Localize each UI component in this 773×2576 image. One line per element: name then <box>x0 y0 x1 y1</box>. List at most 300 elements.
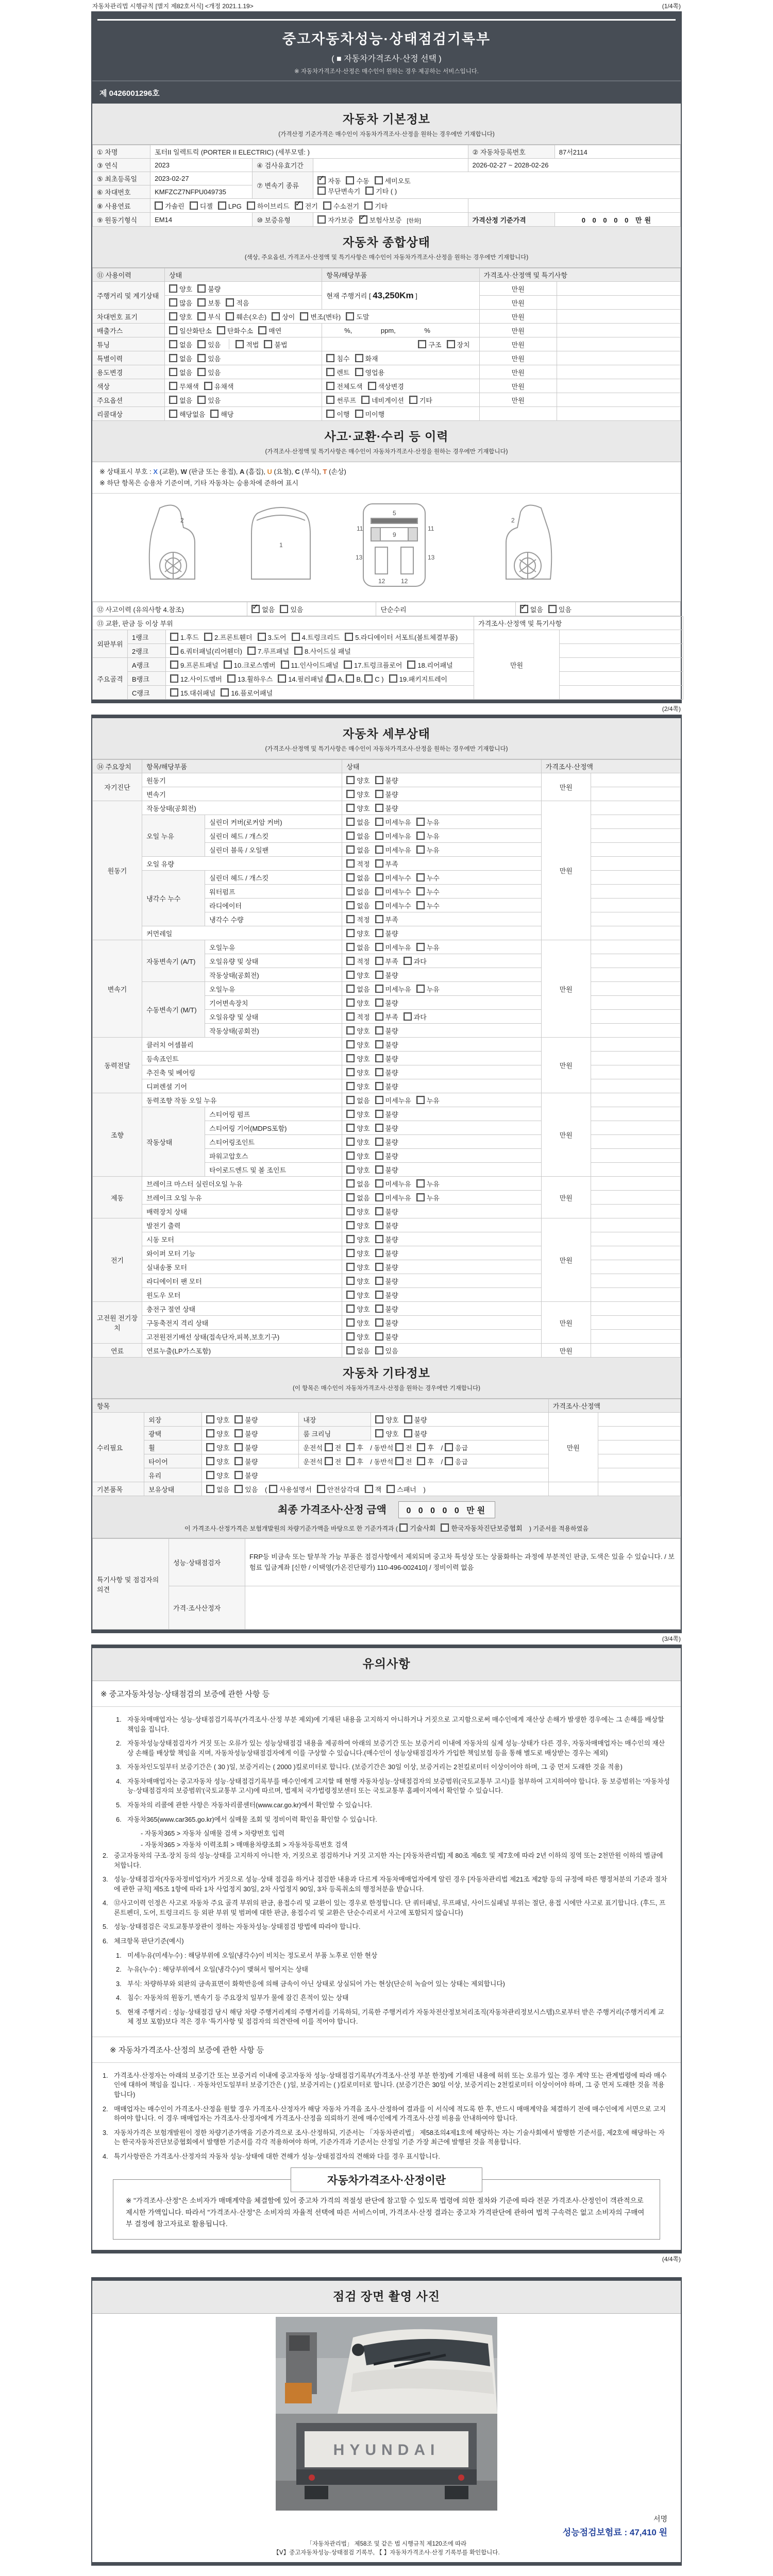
checkbox-unchecked[interactable] <box>234 1457 243 1465</box>
checkbox-unchecked[interactable] <box>365 1485 373 1493</box>
checkbox-unchecked[interactable] <box>346 804 355 812</box>
checkbox-unchecked[interactable] <box>417 1443 425 1451</box>
checkbox-unchecked[interactable] <box>326 396 334 404</box>
checkbox-unchecked[interactable] <box>375 859 383 868</box>
checkbox-unchecked[interactable] <box>224 660 232 669</box>
checkbox-unchecked[interactable] <box>404 1429 412 1437</box>
notice-item-text: 자동차365(www.car365.go.kr)에서 실매물 조회 및 정비이력 확인을 확인할 수 있습니다. <box>127 1815 377 1823</box>
option <box>234 1456 258 1466</box>
part-label: 실내송풍 모터 <box>142 1260 342 1274</box>
svg-text:5: 5 <box>393 510 396 517</box>
checkbox-unchecked[interactable] <box>346 818 355 826</box>
checkbox-unchecked[interactable] <box>234 1443 243 1451</box>
checkbox-unchecked[interactable] <box>375 998 383 1007</box>
checkbox-unchecked[interactable] <box>407 660 415 669</box>
wheel-label: 휠 <box>144 1440 202 1454</box>
checkbox-unchecked[interactable] <box>155 201 163 210</box>
checkbox-unchecked[interactable] <box>169 284 177 293</box>
checkbox-unchecked[interactable] <box>197 368 206 376</box>
checkbox-unchecked[interactable] <box>375 1193 383 1201</box>
remark-cell <box>591 1149 680 1163</box>
checkbox-unchecked[interactable] <box>375 1304 383 1313</box>
checkbox-unchecked[interactable] <box>234 1485 243 1493</box>
option <box>197 353 221 363</box>
checkbox-unchecked[interactable] <box>169 396 177 404</box>
checkbox-unchecked[interactable] <box>226 312 234 320</box>
device-group-label: 원동기 <box>93 801 142 940</box>
checkbox-unchecked[interactable] <box>416 832 425 840</box>
checkbox-unchecked[interactable] <box>272 312 280 320</box>
checkbox-unchecked[interactable] <box>326 410 334 418</box>
checkbox-unchecked[interactable] <box>375 1346 383 1354</box>
checkbox-unchecked[interactable] <box>375 1151 383 1160</box>
checkbox-unchecked[interactable] <box>317 215 326 224</box>
checkbox-unchecked[interactable] <box>375 971 383 979</box>
notice-item-text: 성능·상태점검은 국토교통부장관이 정하는 자동차성능·상태점검 방법에 따라야 합니다. <box>114 1923 361 1931</box>
checkbox-unchecked[interactable] <box>375 1096 383 1104</box>
checkbox-unchecked[interactable] <box>375 1082 383 1090</box>
checkbox-label: 누수 <box>426 874 440 883</box>
checkbox-unchecked[interactable] <box>346 1332 355 1341</box>
checkbox-checked[interactable] <box>359 215 367 224</box>
checkbox-unchecked[interactable] <box>197 396 206 404</box>
checkbox-unchecked[interactable] <box>346 1318 355 1327</box>
checkbox-unchecked[interactable] <box>346 1179 355 1188</box>
option <box>375 956 398 966</box>
option <box>375 914 398 924</box>
checkbox-unchecked[interactable] <box>325 1443 333 1451</box>
checkbox-unchecked[interactable] <box>323 201 331 210</box>
checkbox-unchecked[interactable] <box>375 1179 383 1188</box>
checkbox-unchecked[interactable] <box>326 368 334 376</box>
checkbox-unchecked[interactable] <box>170 674 178 683</box>
checkbox-unchecked[interactable] <box>389 674 397 683</box>
accident-history-options <box>247 602 376 616</box>
checkbox-unchecked[interactable] <box>345 633 353 641</box>
checkbox-unchecked[interactable] <box>416 1193 425 1201</box>
checkbox-checked[interactable] <box>295 201 303 210</box>
state-code-label: (교환), <box>159 468 181 476</box>
checkbox-unchecked[interactable] <box>346 1263 355 1271</box>
checkbox-unchecked[interactable] <box>375 915 383 923</box>
checkbox-unchecked[interactable] <box>375 985 383 993</box>
checkbox-unchecked[interactable] <box>344 660 352 669</box>
checkbox-unchecked[interactable] <box>375 1068 383 1076</box>
overall-subtitle: (색상, 주요옵션, 가격조사·산정액 및 특기사항은 매수인이 자동차가격조사·산정을 원하는 경우에만 기재합니다) <box>244 255 529 261</box>
remark-cell <box>591 1246 680 1260</box>
checkbox-unchecked[interactable] <box>375 1138 383 1146</box>
checkbox-unchecked[interactable] <box>169 368 177 376</box>
checkbox-unchecked[interactable] <box>346 1012 355 1021</box>
notice-item-number: 1. <box>116 1951 122 1959</box>
checkbox-checked[interactable] <box>317 176 326 184</box>
checkbox-unchecked[interactable] <box>197 298 206 307</box>
checkbox-label: 양호 <box>385 1416 399 1425</box>
notice-item-number: 4. <box>103 1899 108 1907</box>
checkbox-unchecked[interactable] <box>346 1040 355 1048</box>
checkbox-unchecked[interactable] <box>375 1318 383 1327</box>
checkbox-unchecked[interactable] <box>326 354 334 362</box>
checkbox-unchecked[interactable] <box>447 340 455 348</box>
checkbox-unchecked[interactable] <box>278 674 286 683</box>
checkbox-unchecked[interactable] <box>416 1179 425 1188</box>
checkbox-unchecked[interactable] <box>375 957 383 965</box>
checkbox-unchecked[interactable] <box>346 1304 355 1313</box>
notice-item-number: 3. <box>116 1763 122 1771</box>
checkbox-unchecked[interactable] <box>346 832 355 840</box>
checkbox-unchecked[interactable] <box>346 1193 355 1201</box>
checkbox-unchecked[interactable] <box>325 1457 333 1465</box>
checkbox-unchecked[interactable] <box>169 326 177 334</box>
checkbox-unchecked[interactable] <box>375 1277 383 1285</box>
checkbox-unchecked[interactable] <box>441 1523 449 1532</box>
checkbox-unchecked[interactable] <box>346 1277 355 1285</box>
checkbox-label: 한국자동차진단보증협회 <box>451 1524 523 1533</box>
checkbox-unchecked[interactable] <box>416 943 425 951</box>
checkbox-unchecked[interactable] <box>346 901 355 909</box>
checkbox-unchecked[interactable] <box>346 1443 355 1451</box>
checkbox-unchecked[interactable] <box>375 1235 383 1243</box>
remark-cell <box>591 1344 680 1358</box>
checkbox-label: 없음 <box>357 902 370 910</box>
checkbox-unchecked[interactable] <box>221 688 229 697</box>
checkbox-unchecked[interactable] <box>375 776 383 784</box>
checkbox-unchecked[interactable] <box>327 674 335 683</box>
checkbox-unchecked[interactable] <box>375 1249 383 1257</box>
option <box>346 1053 369 1063</box>
option <box>445 1456 468 1466</box>
checkbox-unchecked[interactable] <box>346 1124 355 1132</box>
checkbox-unchecked[interactable] <box>326 382 334 390</box>
checkbox-unchecked[interactable] <box>247 647 256 655</box>
notice-item-text: 자동차매매업자는 중고자동차 성능·상태점검기록부를 매수인에게 고지할 때 현행 자동차성능·상태점검자의 보증범위(국토교통부 고시)를 첨부하여 고지하여야 합니다. 동 보증범위는 '자동차성능·상태점검자의 보증범위'(국토교통부 고시)에 따르며, 법제처 국가법령정보센터 또는 국토교통부 홈페이지에서 확인할 수 있습니다. <box>127 1777 670 1795</box>
checkbox-unchecked[interactable] <box>409 396 417 404</box>
option <box>365 185 397 196</box>
checkbox-unchecked[interactable] <box>317 1485 325 1493</box>
checkbox-unchecked[interactable] <box>365 187 374 195</box>
notice-item <box>129 1840 670 1850</box>
checkbox-unchecked[interactable] <box>375 1012 383 1021</box>
state-code-T: T <box>323 468 329 476</box>
checkbox-unchecked[interactable] <box>190 201 198 210</box>
checkbox-unchecked[interactable] <box>416 818 425 826</box>
checkbox-unchecked[interactable] <box>399 1523 408 1532</box>
checkbox-unchecked[interactable] <box>346 176 354 184</box>
checkbox-unchecked[interactable] <box>346 998 355 1007</box>
part-label: 추진축 및 베어링 <box>142 1065 342 1079</box>
checkbox-unchecked[interactable] <box>375 1054 383 1062</box>
option <box>190 200 213 211</box>
checkbox-unchecked[interactable] <box>346 929 355 937</box>
checkbox-unchecked[interactable] <box>346 1249 355 1257</box>
form-reference: 자동차관리법 시행규칙 [별지 제82호서식] <개정 2021.1.19> <box>92 3 254 10</box>
checkbox-unchecked[interactable] <box>346 845 355 854</box>
checkbox-unchecked[interactable] <box>404 1012 412 1021</box>
option <box>417 1442 434 1452</box>
checkbox-unchecked[interactable] <box>169 312 177 320</box>
svg-text:2: 2 <box>180 517 184 524</box>
remark-cell <box>557 296 680 310</box>
checkbox-unchecked[interactable] <box>416 1096 425 1104</box>
checkbox-unchecked[interactable] <box>170 660 178 669</box>
vin-label: ⑥ 차대번호 <box>93 185 150 199</box>
option <box>169 283 192 294</box>
checkbox-label: 불량 <box>414 1430 427 1438</box>
checkbox-unchecked[interactable] <box>346 1346 355 1354</box>
checkbox-unchecked[interactable] <box>258 326 266 334</box>
checkbox-unchecked[interactable] <box>234 1471 243 1479</box>
checkbox-unchecked[interactable] <box>292 633 300 641</box>
checkbox-unchecked[interactable] <box>346 312 354 320</box>
option <box>375 1067 398 1077</box>
checkbox-unchecked[interactable] <box>346 915 355 923</box>
checkbox-unchecked[interactable] <box>361 396 369 404</box>
checkbox-unchecked[interactable] <box>206 1471 214 1479</box>
part-label: 라디에이터 <box>205 899 342 912</box>
checkbox-unchecked[interactable] <box>445 1457 453 1465</box>
option <box>234 1428 258 1438</box>
checkbox-unchecked[interactable] <box>355 368 363 376</box>
checkbox-unchecked[interactable] <box>346 1054 355 1062</box>
checkbox-label: 없음 <box>179 341 193 349</box>
checkbox-unchecked[interactable] <box>375 1429 383 1437</box>
checkbox-unchecked[interactable] <box>218 201 226 210</box>
option <box>247 200 290 211</box>
checkbox-unchecked[interactable] <box>346 957 355 965</box>
checkbox-unchecked[interactable] <box>375 1124 383 1132</box>
svg-text:11: 11 <box>428 525 434 533</box>
panel-group-label: 외판부위 <box>93 630 128 658</box>
state-options <box>342 1052 541 1065</box>
checkbox-unchecked[interactable] <box>346 1235 355 1243</box>
checkbox-unchecked[interactable] <box>197 354 206 362</box>
price-cell: 만원 <box>541 1093 591 1177</box>
notice-item-text: ⑫사고이력 인정은 사고로 자동차 주요 골격 부위의 판금, 용접수리 및 교환이 있는 경우로 한정합니다. 단 쿼터패널, 루프패널, 사이드실패널 부위는 절단, 용접 시에만 사고로 표기합니다. (후드, 프론트펜더, 도어, 트렁크리드 등 외판 부위 및 범퍼에 대한 판금, 용접수리 및 교환은 단순수리로서 사고에 포함되지 않습니다) <box>114 1899 666 1917</box>
checkbox-unchecked[interactable] <box>169 298 177 307</box>
checkbox-unchecked[interactable] <box>346 1151 355 1160</box>
checkbox-unchecked[interactable] <box>206 1457 214 1465</box>
state-options <box>342 857 541 871</box>
checkbox-unchecked[interactable] <box>269 1485 277 1493</box>
checkbox-unchecked[interactable] <box>234 1429 243 1437</box>
checkbox-unchecked[interactable] <box>346 674 354 683</box>
remark-cell <box>591 1205 680 1218</box>
checkbox-unchecked[interactable] <box>346 1138 355 1146</box>
checkbox-unchecked[interactable] <box>227 674 236 683</box>
rear-bed-photo <box>276 2414 497 2511</box>
mileage-label: 주행거리 및 계기상태 <box>93 282 165 310</box>
checkbox-unchecked[interactable] <box>204 382 212 390</box>
mileage-prefix: 현재 주행거리 [ <box>326 292 371 300</box>
model-year-label: ③ 연식 <box>93 159 150 172</box>
checkbox-unchecked[interactable] <box>416 873 425 882</box>
checkbox-unchecked[interactable] <box>375 818 383 826</box>
checkbox-unchecked[interactable] <box>346 776 355 784</box>
checkbox-unchecked[interactable] <box>364 674 373 683</box>
checkbox-unchecked[interactable] <box>416 985 425 993</box>
checkbox-unchecked[interactable] <box>280 605 288 613</box>
part-label: 배력장치 상태 <box>142 1205 342 1218</box>
checkbox-unchecked[interactable] <box>375 1207 383 1215</box>
checkbox-label: 전 <box>334 1458 342 1466</box>
checkbox-unchecked[interactable] <box>346 1082 355 1090</box>
notice-item-number: 3. <box>103 2128 108 2137</box>
checkbox-unchecked[interactable] <box>170 647 178 655</box>
checkbox-unchecked[interactable] <box>210 410 219 418</box>
checkbox-label: 2.프론트휀더 <box>214 634 253 642</box>
checkbox-unchecked[interactable] <box>300 312 308 320</box>
checkbox-unchecked[interactable] <box>346 1026 355 1035</box>
checkbox-unchecked[interactable] <box>258 633 266 641</box>
option <box>375 1164 398 1175</box>
checkbox-unchecked[interactable] <box>386 1485 395 1493</box>
checkbox-unchecked[interactable] <box>375 804 383 812</box>
front-cab-photo <box>276 2317 497 2414</box>
definition-box-text: ※ "가격조사·산정"은 소비자가 매매계약을 체결함에 있어 중고차 가격의 적절성 판단에 참고할 수 있도록 법령에 의한 절차와 기준에 따라 전문 가격조사·산정인이 객관적으로 제시한 가액입니다. 따라서 "가격조사·산정"은 소비자의 자율적 선택에 따른 서비스이며, 가격조사·산정 결과는 중고차 가격판단에 관하여 법적 구속력은 없고 소비자의 구매여부 결정에 참고자료로 활용됩니다. <box>126 2197 645 2228</box>
checkbox-unchecked[interactable] <box>206 1485 214 1493</box>
checkbox-unchecked[interactable] <box>445 1443 453 1451</box>
checkbox-unchecked[interactable] <box>206 1429 214 1437</box>
checkbox-unchecked[interactable] <box>346 943 355 951</box>
checkbox-unchecked[interactable] <box>294 647 303 655</box>
option <box>326 409 349 419</box>
checkbox-unchecked[interactable] <box>375 887 383 895</box>
checkbox-checked[interactable] <box>251 605 260 613</box>
checkbox-unchecked[interactable] <box>206 1443 214 1451</box>
checkbox-unchecked[interactable] <box>346 1221 355 1229</box>
checkbox-unchecked[interactable] <box>346 971 355 979</box>
checkbox-label: 유채색 <box>214 383 234 391</box>
checkbox-unchecked[interactable] <box>169 410 177 418</box>
state-options <box>342 996 541 1010</box>
option <box>375 1414 398 1425</box>
checkbox-unchecked[interactable] <box>346 1457 355 1465</box>
checkbox-unchecked[interactable] <box>346 1096 355 1104</box>
part-label: 실린더 커버(로커암 커버) <box>205 815 342 829</box>
checkbox-unchecked[interactable] <box>234 1415 243 1423</box>
option <box>375 1206 398 1216</box>
tuning-options <box>165 337 322 351</box>
checkbox-unchecked[interactable] <box>264 340 272 348</box>
checkbox-label: 양호 <box>357 777 370 785</box>
checkbox-unchecked[interactable] <box>395 1457 404 1465</box>
checkbox-unchecked[interactable] <box>418 340 426 348</box>
checkbox-unchecked[interactable] <box>375 1026 383 1035</box>
checkbox-unchecked[interactable] <box>346 873 355 882</box>
rank-items <box>166 658 474 672</box>
checkbox-unchecked[interactable] <box>375 1263 383 1271</box>
device-group-label: 조향 <box>93 1093 142 1177</box>
checkbox-unchecked[interactable] <box>204 633 212 641</box>
checkbox-unchecked[interactable] <box>375 1040 383 1048</box>
part-label: 커먼레일 <box>142 926 342 940</box>
checkbox-unchecked[interactable] <box>416 901 425 909</box>
checkbox-unchecked[interactable] <box>375 901 383 909</box>
checkbox-checked[interactable] <box>520 605 528 613</box>
checkbox-unchecked[interactable] <box>416 845 425 854</box>
checkbox-unchecked[interactable] <box>375 943 383 951</box>
checkbox-unchecked[interactable] <box>548 605 557 613</box>
checkbox-unchecked[interactable] <box>375 1110 383 1118</box>
checkbox-unchecked[interactable] <box>375 832 383 840</box>
checkbox-label: 불량 <box>245 1458 258 1466</box>
checkbox-unchecked[interactable] <box>375 873 383 882</box>
checkbox-unchecked[interactable] <box>364 201 373 210</box>
checkbox-unchecked[interactable] <box>375 1332 383 1341</box>
notice-title: 유의사항 <box>362 1657 411 1671</box>
checkbox-unchecked[interactable] <box>355 410 363 418</box>
checkbox-unchecked[interactable] <box>197 312 206 320</box>
checkbox-unchecked[interactable] <box>217 326 225 334</box>
option <box>375 803 398 813</box>
checkbox-unchecked[interactable] <box>368 382 376 390</box>
part-label: 발전기 출력 <box>142 1218 342 1232</box>
checkbox-unchecked[interactable] <box>375 1165 383 1174</box>
checkbox-unchecked[interactable] <box>375 1221 383 1229</box>
checkbox-label: 양호 <box>357 1278 370 1286</box>
price-cell: 만원 <box>541 1177 591 1218</box>
glass-options <box>202 1468 549 1482</box>
checkbox-unchecked[interactable] <box>346 1207 355 1215</box>
checkbox-unchecked[interactable] <box>226 298 234 307</box>
checkbox-unchecked[interactable] <box>169 340 177 348</box>
state-options <box>342 1316 541 1330</box>
checkbox-label: 적정 <box>357 916 370 924</box>
checkbox-unchecked[interactable] <box>375 790 383 798</box>
checkbox-unchecked[interactable] <box>197 284 206 293</box>
checkbox-unchecked[interactable] <box>170 633 178 641</box>
checkbox-unchecked[interactable] <box>404 1415 412 1423</box>
checkbox-unchecked[interactable] <box>416 887 425 895</box>
checkbox-unchecked[interactable] <box>169 354 177 362</box>
checkbox-unchecked[interactable] <box>206 1415 214 1423</box>
checkbox-unchecked[interactable] <box>346 1165 355 1174</box>
checkbox-unchecked[interactable] <box>404 957 412 965</box>
checkbox-unchecked[interactable] <box>355 354 363 362</box>
checkbox-unchecked[interactable] <box>375 845 383 854</box>
checkbox-unchecked[interactable] <box>169 382 177 390</box>
footer-lines <box>92 2538 681 2562</box>
checkbox-unchecked[interactable] <box>346 1291 355 1299</box>
checkbox-unchecked[interactable] <box>395 1443 404 1451</box>
checkbox-unchecked[interactable] <box>346 1068 355 1076</box>
part-label: 브레이크 마스터 실린더오일 누유 <box>142 1177 342 1191</box>
checkbox-unchecked[interactable] <box>375 1415 383 1423</box>
checkbox-unchecked[interactable] <box>346 859 355 868</box>
price-cell: 만원 <box>479 282 557 296</box>
checkbox-unchecked[interactable] <box>236 340 244 348</box>
checkbox-unchecked[interactable] <box>197 340 206 348</box>
checkbox-unchecked[interactable] <box>346 1110 355 1118</box>
checkbox-unchecked[interactable] <box>346 790 355 798</box>
checkbox-label: 양호 <box>357 1250 370 1258</box>
option <box>346 858 369 869</box>
checkbox-unchecked[interactable] <box>317 187 326 195</box>
notice-item <box>116 1965 670 1975</box>
checkbox-label: 불량 <box>385 1041 398 1049</box>
opinion-table <box>92 1538 681 1630</box>
checkbox-unchecked[interactable] <box>375 929 383 937</box>
checkbox-label: 세미오토 <box>384 177 411 185</box>
checkbox-unchecked[interactable] <box>281 660 289 669</box>
checkbox-unchecked[interactable] <box>247 201 255 210</box>
checkbox-unchecked[interactable] <box>375 176 383 184</box>
checkbox-unchecked[interactable] <box>346 887 355 895</box>
checkbox-unchecked[interactable] <box>346 985 355 993</box>
checkbox-unchecked[interactable] <box>375 1291 383 1299</box>
checkbox-unchecked[interactable] <box>170 688 178 697</box>
checkbox-unchecked[interactable] <box>417 1457 425 1465</box>
